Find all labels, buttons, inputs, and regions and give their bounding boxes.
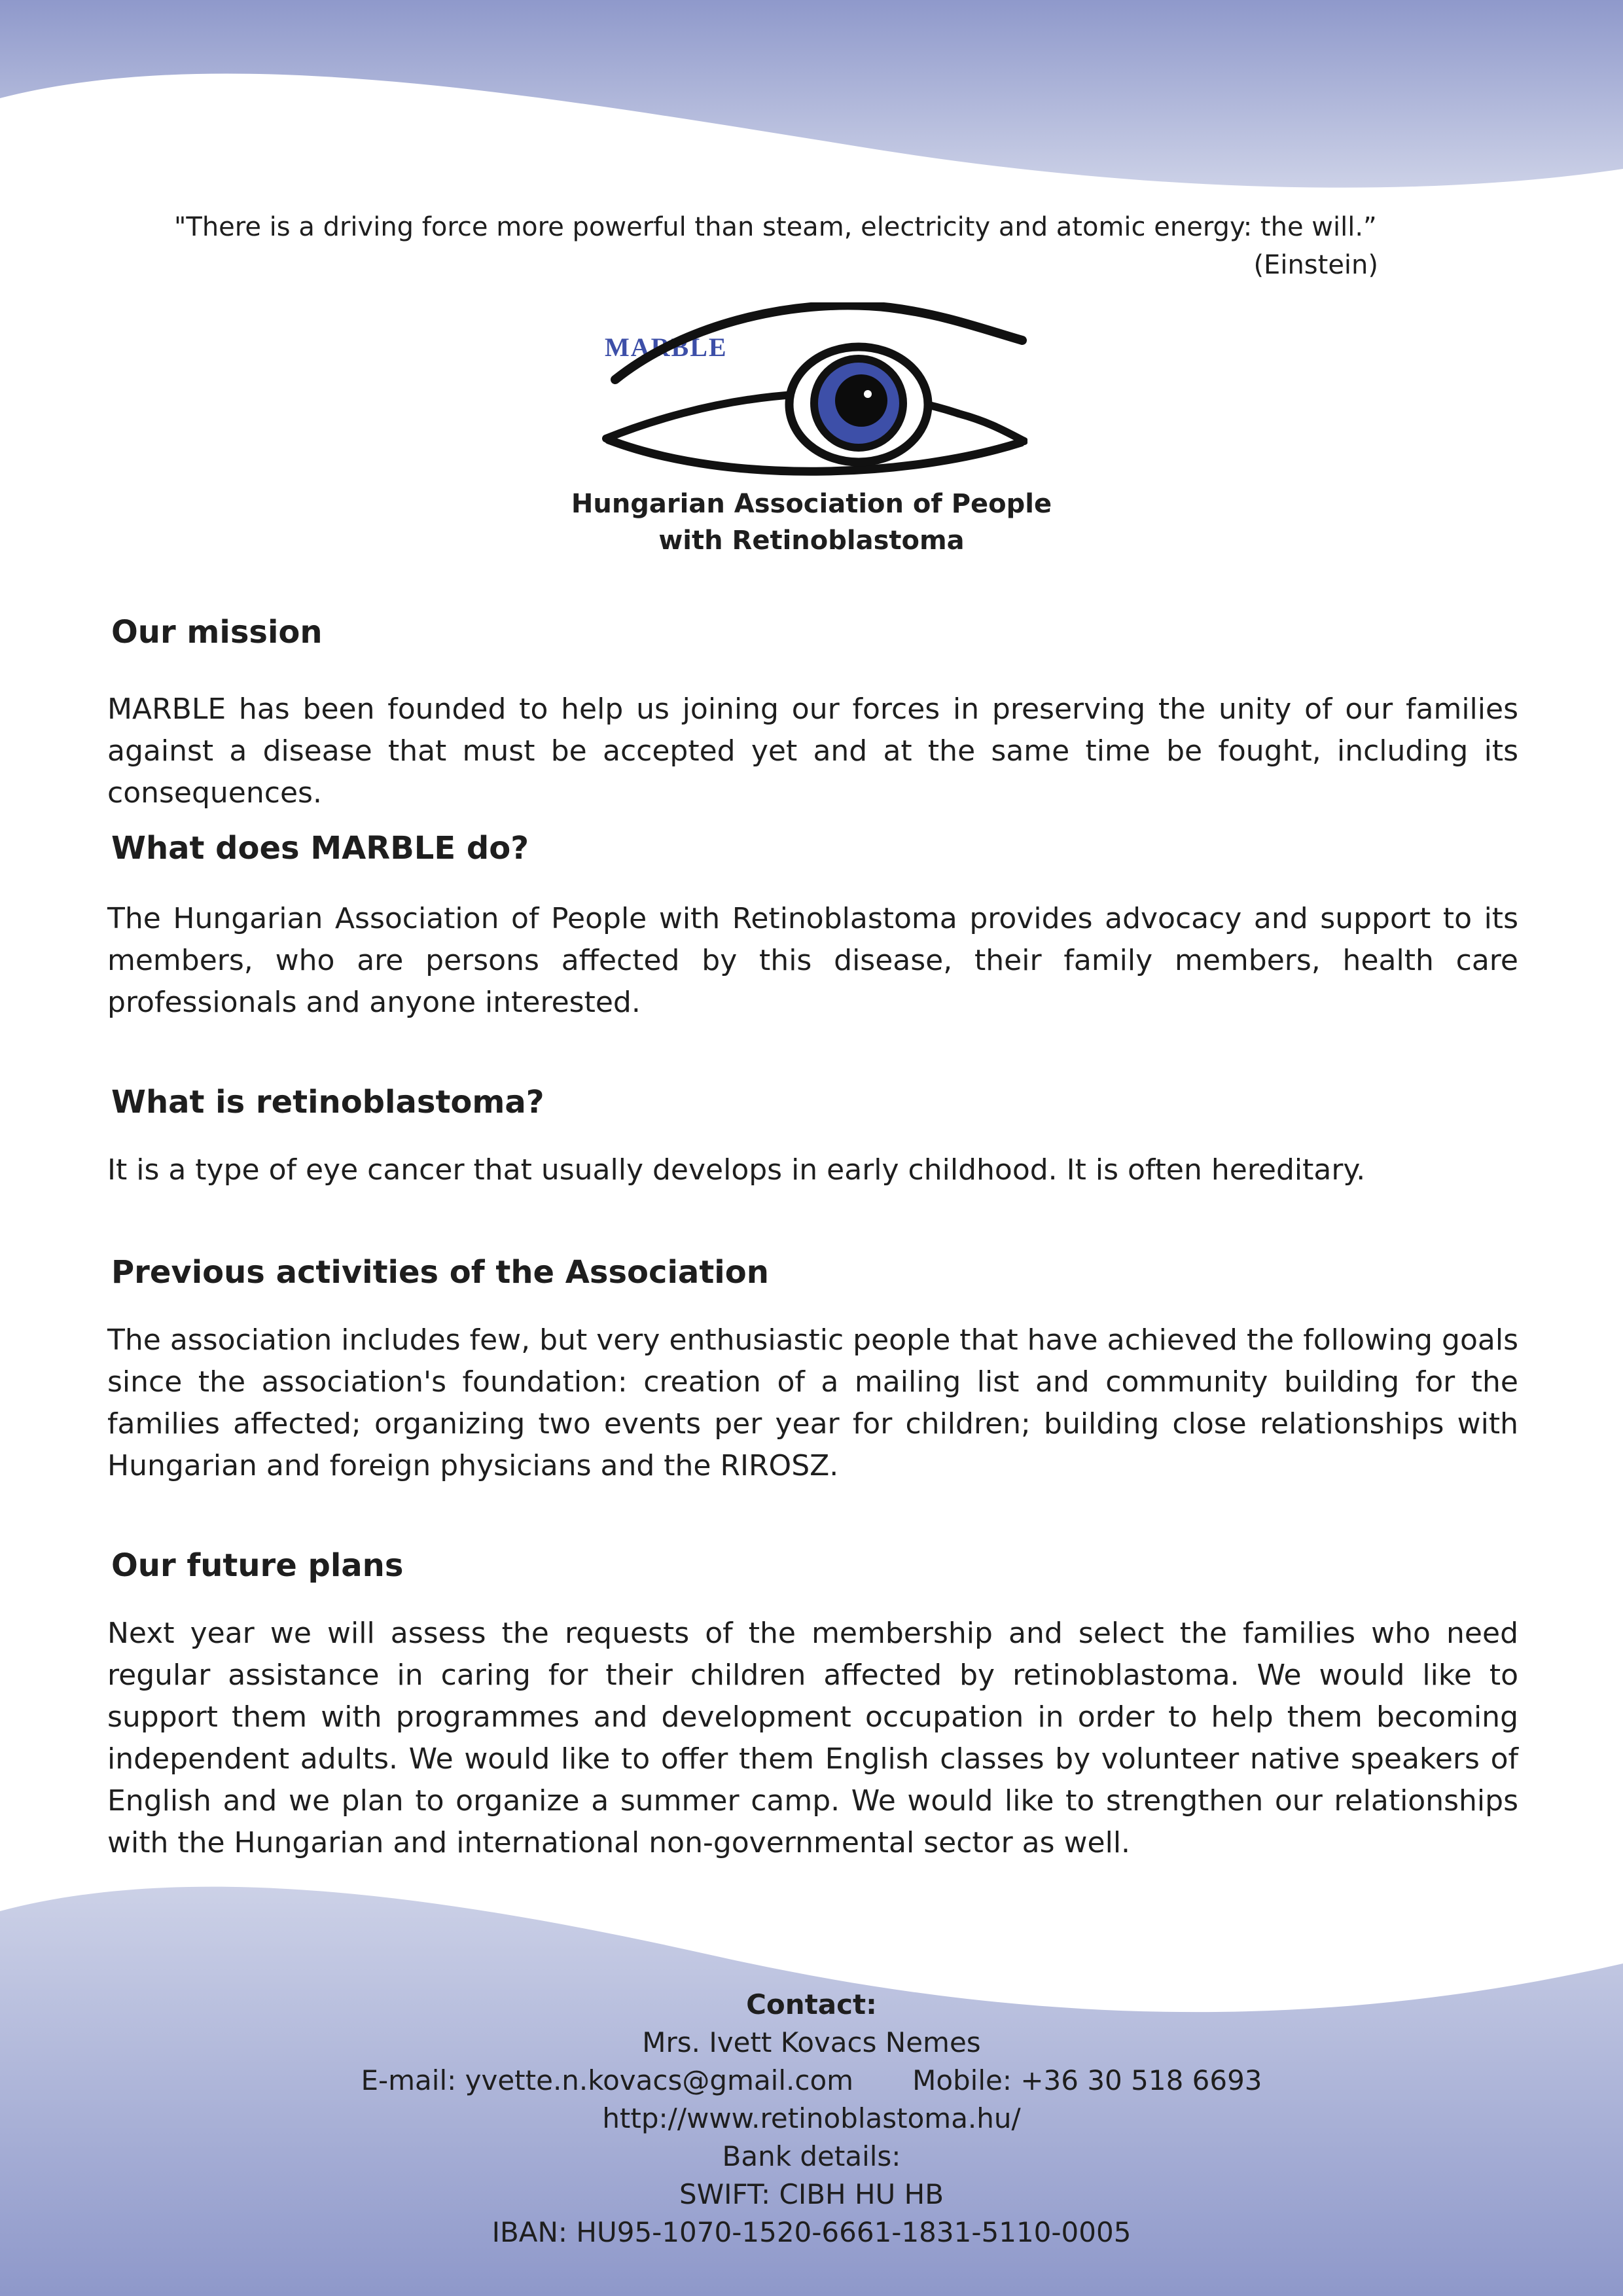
section-title: Our mission (111, 614, 323, 651)
section-body: MARBLE has been founded to help us joining our forces in preserving the unity of our families against a disease that must be accepted yet and at the same time be fought, including its consequences. (107, 692, 1518, 810)
logo-caption-line-2: with Retinoblastoma (658, 526, 965, 556)
logo-brand-text: MARBLE (605, 332, 728, 362)
section-previous-activities (107, 1251, 1518, 1487)
marble-eye-logo (602, 302, 1027, 479)
section-title: What does MARBLE do? (111, 830, 529, 867)
bank-swift: SWIFT: CIBH HU HB (679, 2178, 944, 2210)
section-future-plans (107, 1545, 1518, 1864)
contact-title: Contact: (746, 1988, 877, 2020)
section-body: Next year we will assess the requests of the membership and select the families who need regular assistance in caring for their children affected by retinoblastoma. We would like to support them with programmes and development occupation in order to help them becoming independent adults. We would like to offer them English classes by volunteer native speakers of English and we plan to organize a summer camp. We would like to strengthen our relationships with the Hungarian and international non-governmental sector as well. (107, 1617, 1518, 1859)
contact-mobile[interactable]: Mobile: +36 30 518 6693 (912, 2064, 1262, 2096)
contact-email-mobile-row (0, 2062, 1623, 2100)
logo-caption-line-1: Hungarian Association of People (571, 489, 1052, 519)
contact-name: Mrs. Ivett Kovacs Nemes (642, 2026, 981, 2058)
quote-text: "There is a driving force more powerful than steam, electricity and atomic energy: the will.” (174, 212, 1377, 242)
contact-email[interactable]: E-mail: yvette.n.kovacs@gmail.com (361, 2064, 854, 2096)
logo-caption (484, 486, 1139, 559)
contact-website-link[interactable]: http://www.retinoblastoma.hu/ (602, 2102, 1021, 2134)
contact-block (0, 1986, 1623, 2251)
quote-author: (Einstein) (1253, 250, 1378, 280)
section-title: Previous activities of the Association (111, 1254, 769, 1291)
bank-details-label: Bank details: (722, 2140, 901, 2172)
section-body: The Hungarian Association of People with Retinoblastoma provides advocacy and support to its members, who are persons affected by this disease, their family members, health care professionals and anyone interested. (107, 902, 1518, 1019)
section-body: It is a type of eye cancer that usually develops in early childhood. It is often hereditary. (107, 1153, 1366, 1187)
section-our-mission (107, 611, 1518, 814)
bank-iban: IBAN: HU95-1070-1520-6661-1831-5110-0005 (491, 2216, 1132, 2248)
einstein-quote (174, 208, 1378, 284)
section-what-marble-does (107, 827, 1518, 1024)
section-title: Our future plans (111, 1547, 404, 1584)
section-body: The association includes few, but very enthusiastic people that have achieved the following goals since the association's foundation: creation of a mailing list and community building for the families affected; organizing two events per year for children; building close relationships with Hungarian and foreign physicians and the RIROSZ. (107, 1323, 1518, 1482)
section-what-is-retinoblastoma (107, 1081, 1518, 1191)
top-wave-decoration (0, 0, 1623, 196)
section-title: What is retinoblastoma? (111, 1084, 544, 1121)
